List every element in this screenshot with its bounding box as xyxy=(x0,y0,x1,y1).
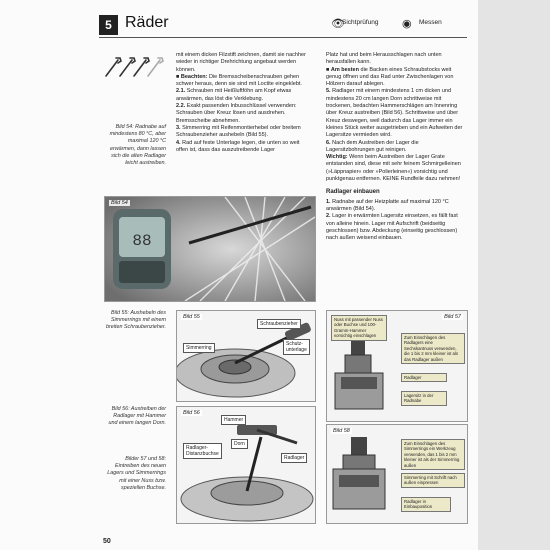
caption-bild55: Bild 55: Aushebeln des Simmerrings mit einem breiten Schraubenzieher. xyxy=(105,310,166,331)
measure-label: Messen xyxy=(419,19,442,26)
svg-text:88: 88 xyxy=(132,232,152,250)
drawing-bild57 xyxy=(326,310,468,422)
wrench-icon xyxy=(104,56,168,78)
paragraph: Wichtig: Wenn beim Austreiben der Lager Grate entstanden sind, diese mit sehr feinem Schmirgelleinen (»Läppnapier« oder »Polierleinen«) vorsichtig und punktgenau entfernen. KEINE Rundfeile dazu nehmen! xyxy=(326,154,461,183)
photo-bild54 xyxy=(104,196,316,302)
text-column-right xyxy=(326,52,466,242)
drawing-bild58 xyxy=(326,424,468,524)
note-seal-tool: Zum Einschlagen des Simmerrings ein Werkzeug verwenden, das 1 bis 2 mm kleiner ist als der Simmerring außen xyxy=(401,439,465,470)
emphasis: Beachten: xyxy=(180,73,208,80)
note-seal-text: Simmerring mit Schrift nach außen einpressen xyxy=(401,473,465,488)
callout-seal: Simmerring xyxy=(183,343,215,353)
caption-bild56: Bild 56: Austreiben der Radlager mit Hammer und einem langen Dorn. xyxy=(108,406,166,427)
text-column-middle xyxy=(176,52,308,154)
paragraph: 2.1. Schrauben mit Heißluftföhn am Kopf etwas anwärmen, das löst die Verklebung. xyxy=(176,88,292,102)
paragraph: ■ Beachten: Die Bremsscheibenschrauben gehen schwer heraus, denn sie sind mit Loctite eingeklebt. xyxy=(176,73,302,88)
paragraph: 2. Lager in erwärmten Lagersitz einsetzen, es fällt fast von alleine hinein. Lager mit Aufschrift (beidseitig geschlossen) bzw. Abdeckung (einseitig geschlossen) nach außen weisend einbauen. xyxy=(326,213,458,242)
callout-screwdriver: Schraubenzieher xyxy=(257,319,301,329)
figure-label: Bild 55 xyxy=(183,314,200,320)
note-bearing: Radlager xyxy=(401,373,447,382)
drawing-bild56 xyxy=(176,406,316,524)
paragraph: ■ Am besten die Backen eines Schraubstocks weit genug öffnen und das Rad unter Zwischenlagen von Hölzern darauf ablegen. xyxy=(326,66,454,88)
wheel-heating-illustration xyxy=(105,197,315,301)
paragraph: 1. Radnabe auf der Heizplatte auf maximal 120 °C anwärmen (Bild 54). xyxy=(326,198,449,212)
note-nut: Nuss mit passender Nuss oder Buchse und 100-Gramm-Hammer vorsichtig einschlagen xyxy=(331,315,387,341)
caption-bild57-58: Bilder 57 und 58: Eintreiben des neuen Lagers und Simmerrings mit einer Nuss bzw. speziellen Buchse. xyxy=(107,456,166,491)
figure-label: Bild 57 xyxy=(444,314,461,320)
note-socket: Zum Einschlagen des Radlagers eine Sechskantnuss verwenden, die 1 bis 2 mm kleiner ist als das Radlager außen xyxy=(401,333,465,364)
ruler-icon: ◉ xyxy=(402,18,412,30)
background-margin xyxy=(478,0,550,550)
paragraph: mit einem dicken Filzstift zeichnen, damit sie nachher wieder in richtiger Drehrichtung angebaut werden können. xyxy=(176,52,306,73)
callout-bearing: Radlager xyxy=(281,453,307,463)
figure-label: Bild 56 xyxy=(183,410,200,416)
callout-spacer: Radlager- Distanzbuchse xyxy=(183,443,222,459)
figure-label: Bild 58 xyxy=(333,428,350,434)
note-bearing-position: Radlager in Einbauposition xyxy=(401,497,451,512)
page-number: 50 xyxy=(103,538,111,545)
paragraph: Platz hat und beim Herausschlagen nach unten herausfallen kann. xyxy=(326,52,442,66)
note-seat: Lagersitz in der Radnabe xyxy=(401,391,447,406)
paragraph: 6. Nach dem Austreiben der Lager die Lagersitzbohrungen gut reinigen. xyxy=(326,139,419,153)
section-heading: Radlager einbauen xyxy=(326,189,380,196)
chapter-title: Räder xyxy=(125,14,169,31)
paragraph: 5. Radlager mit einem mindestens 1 cm dicken und mindestens 20 cm langen Dorn schrittweise mit trockenen, bedachten Hammerschlägen am Innenring über Kreuz austreiben (Bild 56). Schrittweise und über Kreuz deswegen, weil dadurch das Lager immer ein kleines Stück weiter ausgetrieben und ein Aufweiten der Lagersitze vermieden wird. xyxy=(326,88,463,139)
check-label: Sichtprüfung xyxy=(342,19,379,26)
paragraph: 4. Rad auf feste Unterlage legen, die unten so weit offen ist, dass das auszutreibende Lager xyxy=(176,139,300,153)
caption-bild54: Bild 54: Radnabe auf mindestens 80 °C, aber maximal 120 °C erwärmen, dann lassen sich die alten Radlager leicht austreiben. xyxy=(109,124,166,167)
eye-icon: 👁 xyxy=(331,18,345,30)
callout-protection: Schutz- unterlage xyxy=(283,339,310,355)
drawing-bild55 xyxy=(176,310,316,402)
figure-label: Bild 54 xyxy=(111,200,128,206)
paragraph: 3. Simmerring mit Reifenmontierhebel oder breitem Schraubenzieher aushebeln (Bild 55). xyxy=(176,124,301,139)
callout-hammer: Hammer xyxy=(221,415,246,425)
callout-drift: Dorn xyxy=(231,439,248,449)
paragraph: 2.2. Exakt passenden Inbusschlüssel verwenden: Schrauben über Kreuz lösen und ausdrehen. Bremsscheibe abnehmen. xyxy=(176,103,297,124)
chapter-header xyxy=(99,13,467,38)
chapter-number: 5 xyxy=(99,15,118,35)
